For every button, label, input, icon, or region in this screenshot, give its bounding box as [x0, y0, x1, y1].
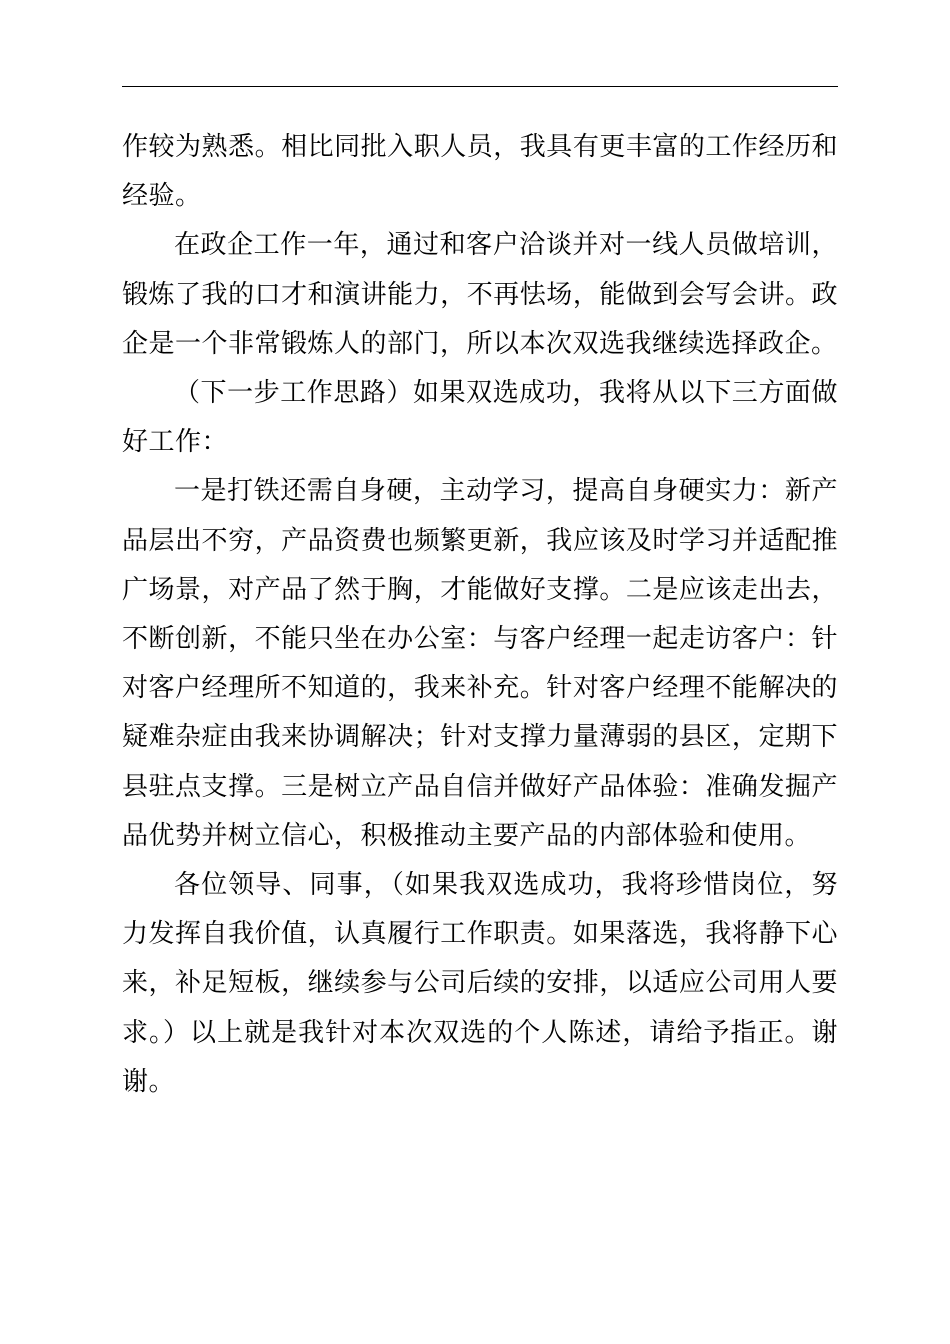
document-body — [122, 123, 838, 1107]
header-rule — [122, 86, 838, 87]
paragraph-continuation: 作较为熟悉。相比同批入职人员，我具有更丰富的工作经历和经验。 — [122, 132, 838, 212]
paragraph-closing: 各位领导、同事，（如果我双选成功，我将珍惜岗位，努力发挥自我价值，认真履行工作职责。如果落选，我将静下心来，补足短板，继续参与公司后续的安排，以适应公司用人要求。）以上就是我针对本次双选的个人陈述，请给予指正。谢谢。 — [122, 870, 838, 1097]
paragraph-three-aspects: 一是打铁还需自身硬，主动学习，提高自身硬实力：新产品层出不穷，产品资费也频繁更新，我应该及时学习并适配推广场景，对产品了然于胸，才能做好支撑。二是应该走出去，不断创新，不能只坐在办公室：与客户经理一起走访客户：针对客户经理所不知道的，我来补充。针对客户经理不能解决的疑难杂症由我来协调解决；针对支撑力量薄弱的县区，定期下县驻点支撑。三是树立产品自信并做好产品体验：准确发掘产品优势并树立信心，积极推动主要产品的内部体验和使用。 — [122, 476, 838, 851]
paragraph-experience: 在政企工作一年，通过和客户洽谈并对一线人员做培训，锻炼了我的口才和演讲能力，不再怯场，能做到会写会讲。政企是一个非常锻炼人的部门，所以本次双选我继续选择政企。 — [122, 230, 838, 359]
paragraph-next-steps: （下一步工作思路）如果双选成功，我将从以下三方面做好工作： — [122, 378, 838, 458]
